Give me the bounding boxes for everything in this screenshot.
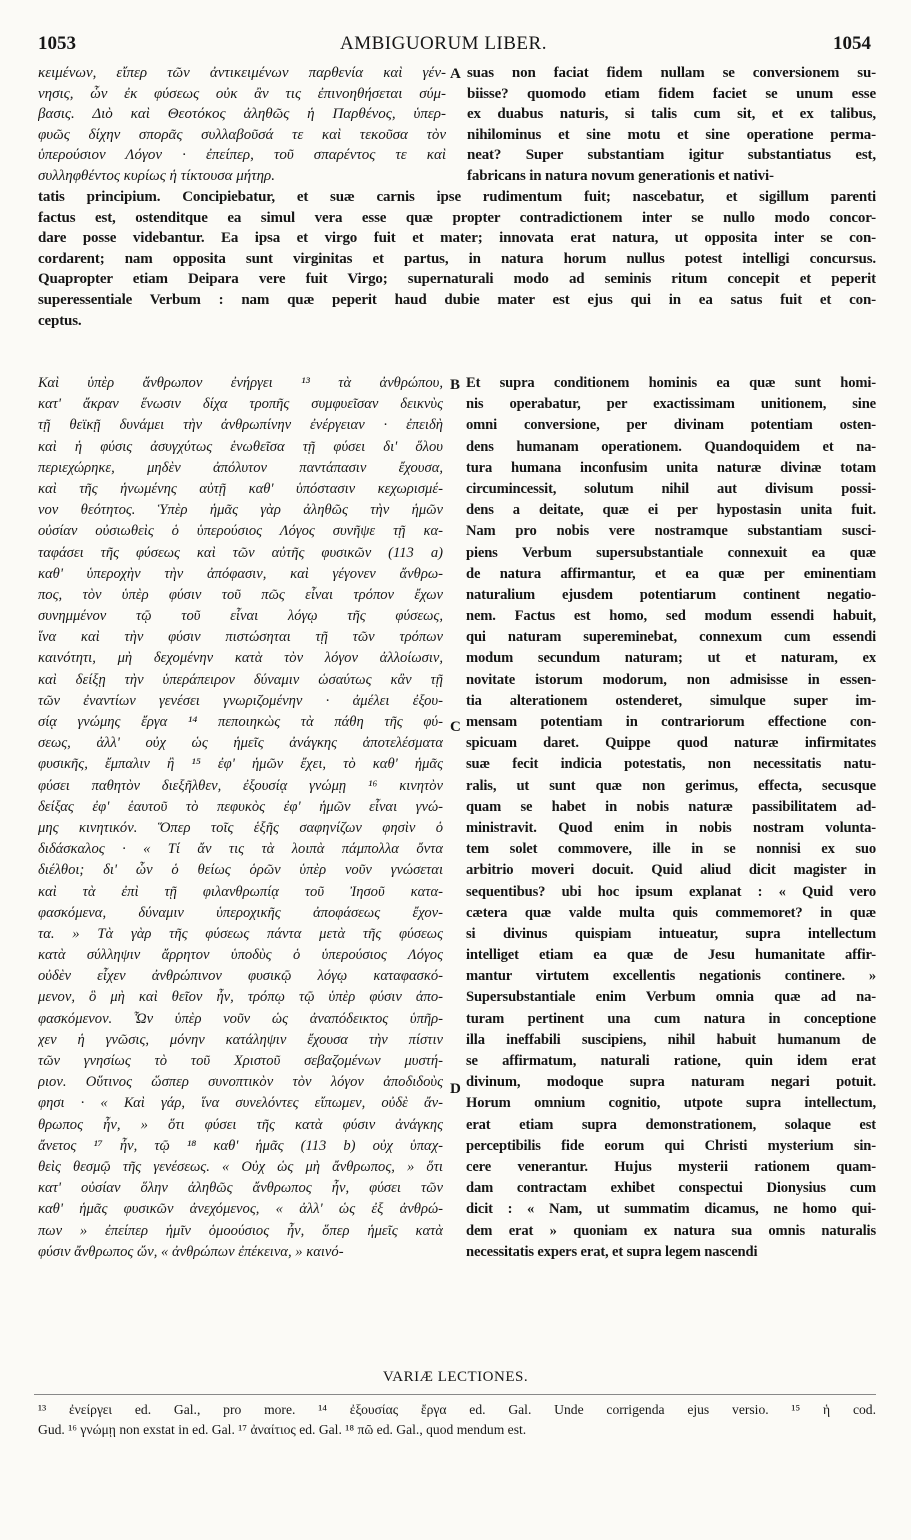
margin-marker-b: B — [450, 377, 461, 393]
text-line: piens Verbum supersubstantiale connexuit ea quæ — [466, 544, 876, 561]
text-line: καθ' ἡμᾶς φυσικῶν ἀνεχόμενος, « ἀλλ' ὡς ἐξ ἀνθρώ- — [38, 1201, 443, 1218]
text-line: τῶν γνησίως τὸ τοῦ Χριστοῦ σεβαζομένων μυστή- — [38, 1053, 443, 1069]
text-line: κατὰ σύλληψιν ἄρρητον ὑποδὺς ὁ ὑπερούσιος Λόγος — [38, 947, 443, 964]
text-line: novitate istorum modorum, non admisisse in essen- — [466, 671, 876, 688]
left-greek-column — [38, 373, 443, 1263]
text-line: κατ' οὐσίαν ὅλην ἀληθῶς ἄνθρωπος ἦν, φύσει τῶν — [38, 1180, 443, 1197]
text-line: φύσιν ἄνθρωπος ὤν, « ἀνθρώπων ἐπέκεινα, » καινό- — [38, 1243, 344, 1260]
text-line: tia alterationem ostenderet, simulque super im- — [466, 692, 876, 709]
text-line: Gud. ¹⁶ γνώμῃ non exstat in ed. Gal. ¹⁷ ἀναίτιος ed. Gal. ¹⁸ πῶ ed. Gal., quod mendum est. — [38, 1422, 527, 1437]
text-line: illa ineffabili suscipiens, nihil habuit humanum de — [466, 1031, 876, 1048]
text-line: καινότητι, μὴ δεχομένην κατὰ τὸν λόγον ἀλλοίωσιν, — [38, 650, 443, 667]
text-line: dare posse videbantur. Ea ipsa et virgo fuit et mater; innovata erat natura, ut opposita inter se con- — [38, 230, 876, 247]
text-line: sequentibus? ubi hoc ipsum explanat : « Quid vero — [466, 883, 876, 900]
text-line: si divinus quispiam intueatur, supra intellectum — [466, 925, 876, 942]
text-line: κατ' ἄκραν ἕνωσιν δίχα τροπῆς συμφυεῖσαν δεικνὺς — [38, 396, 443, 413]
text-line: Et supra conditionem hominis ea quæ sunt homi- — [466, 375, 876, 391]
text-line: cere venerantur. Hujus mysterii rationem quam- — [466, 1158, 876, 1175]
text-line: τῶν ἐναντίων γενέσει γνωριζομένην · ἀμέλει ἐξου- — [38, 692, 443, 709]
text-line: τῇ θεϊκῇ δυνάμει τὴν ἀνθρωπίνην ἐνέργειαν · ἐπειδὴ — [38, 417, 443, 434]
margin-marker-c: C — [450, 719, 461, 735]
text-line: ministravit. Quod enim in nobis nostram volunta- — [466, 819, 876, 836]
text-line: nis operabatur, per exactissimam unitionem, sine — [466, 396, 876, 413]
text-line: superessentiale Verbum : nam quæ peperit haud dubie mater est ejus qui in ea satus fuit et con- — [38, 291, 876, 308]
text-line: quam se habet in nobis naturæ passibilitatem ad- — [466, 798, 876, 815]
text-line: modum secundum naturam; ut et naturam, ex — [466, 650, 876, 667]
text-line: factus est, ostenditque ea simul vera esse quæ propter contradictionem inter se nullo modo concor- — [38, 209, 876, 226]
top-latin-column — [467, 63, 876, 187]
text-line: Quapropter etiam Deipara vere fuit Virgo; supernaturali modo ad seminis ritum concepit et peperit — [38, 271, 876, 288]
text-line: βασις. Διὸ καὶ Θεοτόκος ἀληθῶς ἡ Παρθένος, ὑπερ- — [38, 106, 446, 123]
text-line: μης κινητικόν. Ὅπερ τοῖς ἑξῆς σαφηνίζων φησὶν ὁ — [38, 819, 443, 836]
text-line: φασκόμενα, δύναμιν ὑπεροχικῆς ἀποφάσεως ἔχον- — [38, 904, 443, 921]
text-line: καὶ τῆς ἡνωμένης αὐτῇ καθ' ὑπόστασιν κεχωρισμέ- — [38, 480, 443, 497]
text-line: πος, τὸν ὑπὲρ φύσιν τοῦ πῶς εἶναι τρόπον ἔχων — [38, 586, 443, 603]
variae-lectiones-title: VARIÆ LECTIONES. — [382, 1369, 529, 1385]
text-line: cætera quæ valde multa quis commemoret? in quæ — [466, 904, 876, 921]
text-line: οὐσίαν οὐσιωθεὶς ὁ ὑπερούσιος Λόγος συνῆψε τῇ κα- — [38, 523, 443, 540]
text-line: nem. Factus est homo, sed modum essendi habuit, — [466, 608, 876, 625]
text-line: mantur virtutem excellentis negationis continere. » — [466, 968, 876, 985]
text-line: ταφάσει τῆς φύσεως καὶ τῶν αὐτῆς φυσικῶν (113 a) — [38, 544, 443, 561]
text-line: πων » ἐπείπερ ἡμῖν ὁμοούσιος ἦν, ὅπερ ἡμεῖς κατὰ — [38, 1222, 443, 1239]
text-line: περιεχώρηκε, μηδὲν ἀπόλυτον παντάπασιν ἔχουσα, — [38, 459, 443, 476]
text-line: divinum, modoque supra naturam negari potuit. — [466, 1074, 876, 1091]
text-line: οὐδὲν εἶχεν ἀνθρώπινον φυσικῷ λόγῳ καταφασκό- — [38, 968, 443, 985]
text-line: omni conversione, per divinam potentiam osten- — [466, 417, 876, 434]
text-line: necessitatis expers erat, et supra legem nascendi — [466, 1243, 758, 1260]
text-line: ριον. Οὕτινος ὥσπερ συνοπτικὸν τὸν λόγον ἀποδιδοὺς — [38, 1074, 443, 1091]
text-line: dam contractam exhibet conspectui Dionysius cum — [466, 1180, 876, 1197]
text-line: κειμένων, εἴπερ τῶν ἀντικειμένων παρθενία καὶ γέν- — [38, 65, 446, 81]
text-line: tura humana inconfusim unita naturæ divinæ totam — [466, 459, 876, 476]
text-line: καὶ δείξῃ τὴν ὑπεράπειρον δύναμιν ὡσαύτως κἂν τῇ — [38, 671, 443, 688]
text-line: de natura affirmantur, et ea quæ per eminentiam — [466, 565, 876, 582]
text-line: arbitrio moveri docuit. Quid aliud dicit magister in — [466, 862, 876, 879]
text-line: cordarent; nam opposita sunt virginitas et partus, in natura horum nullus potest intelligi concursus. — [38, 250, 876, 267]
text-line: ἄνετος ¹⁷ ἦν, τῷ ¹⁸ καθ' ἡμᾶς (113 b) οὐχ ὑπαχ- — [38, 1137, 443, 1154]
margin-marker-a: A — [450, 66, 461, 82]
text-line: turam pertinent una cum natura in conceptione — [466, 1010, 876, 1027]
text-line: σεως, ἀλλ' οὐχ ὡς ἡμεῖς ἀνάγκης ἀποτελέσματα — [38, 735, 443, 752]
right-latin-column — [466, 373, 876, 1263]
text-line: θεὶς θεσμῷ τῆς γενέσεως. « Οὐχ ὡς μὴ ἄνθρωπος, » ὅτι — [38, 1158, 443, 1175]
text-line: συλληφθέντος κυρίως ἡ τίκτουσα μήτηρ. — [38, 167, 275, 184]
text-line: ex duabus naturis, si talis cum sit, et ex talibus, — [467, 106, 876, 123]
text-line: nihilominus et sine motu et sine operatione perma- — [467, 126, 876, 143]
text-line: spicuam daret. Quippe quod naturæ infirmitates — [466, 735, 876, 752]
text-line: διδάσκαλος · « Τί ἄν τις τὰ λοιπὰ πάμπολλα ὄντα — [38, 841, 443, 858]
text-line: ἵνα καὶ τὴν φύσιν πιστώσηται τῇ τῶν τρόπων — [38, 629, 443, 646]
text-line: δείξας ἐφ' ἑαυτοῦ τὸ πεφυκὸς ἐφ' ἡμῶν εἶναι γνώ- — [38, 798, 443, 815]
text-line: νησις, ὧν ἐκ φύσεως οὐκ ἂν τις ἐπινοηθήσεται σύμ- — [38, 85, 446, 102]
text-line: dens humanam operationem. Quandoquidem et na- — [466, 438, 876, 455]
text-line: σίᾳ γνώμης ἔργα ¹⁴ πεποιηκὼς τὰ πάθη τῆς φύ- — [38, 714, 443, 730]
page-number-left: 1053 — [38, 33, 76, 54]
text-line: qui naturam supereminebat, connexum cum essendi — [466, 629, 876, 646]
text-line: fabricans in natura novum generationis et nativi- — [467, 167, 774, 184]
full-latin-paragraph — [38, 187, 876, 331]
page-number-right: 1054 — [833, 33, 871, 54]
text-line: tatis principium. Concipiebatur, et suæ carnis ipse rudimentum fuit; nascebatur, et sigillum parenti — [38, 189, 876, 205]
text-line: φυῶς δίχην σπορᾶς συλλαβοῦσά τε καὶ τεκοῦσα τὸν — [38, 126, 446, 143]
text-line: ceptus. — [38, 312, 82, 329]
margin-marker-d: D — [450, 1081, 461, 1097]
text-line: καθ' ὑπεροχὴν τὴν ἀπόφασιν, καὶ γέγονεν ἄνθρω- — [38, 565, 443, 582]
text-line: se affirmatum, naturali ratione, quin idem erat — [466, 1053, 876, 1069]
text-line: νον θεότητος. Ὑπὲρ ἡμᾶς γὰρ ἀληθῶς τὴν ἡμῶν — [38, 502, 443, 519]
top-greek-column — [38, 63, 446, 187]
text-line: φύσει παθητὸν διεξῆλθεν, ἐξουσίᾳ γνώμῃ ¹⁶ κινητὸν — [38, 777, 443, 794]
text-line: Horum omnium cognitio, utpote supra intellectum, — [466, 1095, 876, 1112]
text-line: dicit : « Nam, ut summatim dicamus, ne homo qui- — [466, 1201, 876, 1218]
text-line: καὶ ἡ φύσις ἀσυγχύτως ἑνωθεῖσα τῇ φύσει δι' ὅλου — [38, 438, 443, 455]
text-line: erat etiam supra demonstrationem, solaque est — [466, 1116, 876, 1133]
footnote-divider — [34, 1394, 876, 1395]
text-line: θρωπος ἦν, » ὅτι φύσει τῆς κατὰ φύσιν ἀνάγκης — [38, 1116, 443, 1133]
text-line: φησι · « Καὶ γάρ, ἵνα συνελόντες εἴπωμεν, οὐδὲ ἄν- — [38, 1095, 443, 1112]
text-line: mensam potentiam in contrariorum effectione con- — [466, 714, 876, 730]
text-line: ralis, ut sunt quæ non gerimus, effecta, secusque — [466, 777, 876, 794]
text-line: suæ fecit indicia potestatis, non necessitatis natu- — [466, 756, 876, 773]
text-line: biisse? quomodo etiam fidem faciet se unum esse — [467, 85, 876, 102]
text-line: intelliget etiam ea quæ de Jesu humanitate affir- — [466, 947, 876, 964]
text-line: μενον, ὃ μὴ καὶ θεῖον ἦν, τρόπῳ τῷ ὑπὲρ φύσιν ἀπο- — [38, 989, 443, 1006]
text-line: φυσικῆς, ἔμπαλιν ἢ ¹⁵ ἐφ' ἡμῶν ἔχει, τὸ καθ' ἡμᾶς — [38, 756, 443, 773]
text-line: circumincessit, solutum nihil aut divisum possi- — [466, 480, 876, 497]
text-line: neat? Super substantiam igitur substantiatus est, — [467, 147, 876, 164]
running-title: AMBIGUORUM LIBER. — [340, 33, 547, 54]
text-line: Nam pro nobis vere nostramque substantiam susci- — [466, 523, 876, 540]
text-line: dens a deitate, quæ ei per hypostasin unita fuit. — [466, 502, 876, 519]
text-line: dem erat » quoniam ex natura sua omnis naturalis — [466, 1222, 876, 1239]
text-line: naturalium ejusdem potentiarum continent negatio- — [466, 586, 876, 603]
text-line: Καὶ ὑπὲρ ἄνθρωπον ἐνήργει ¹³ τὰ ἀνθρώπου, — [38, 375, 443, 391]
text-line: perceptibilis fide eorum qui Christi mysterium sin- — [466, 1137, 876, 1154]
text-line: τα. » Τὰ γὰρ τῆς φύσεως πάντα μετὰ τῆς φύσεως — [38, 925, 443, 942]
variae-lectiones-notes — [38, 1400, 876, 1440]
text-line: ὑπερούσιον Λόγον · ἐπείπερ, τοῦ σπαρέντος τε καὶ — [38, 147, 446, 164]
text-line: συνημμένον τῷ τοῦ εἶναι λόγῳ τῆς φύσεως, — [38, 608, 443, 625]
text-line: suas non faciat fidem nullam se conversionem su- — [467, 65, 876, 81]
text-line: διέλθοι; δι' ὧν ὁ θείως ὁρῶν ὑπὲρ νοῦν γνώσεται — [38, 862, 443, 879]
text-line: χεν ἡ γνῶσις, μόνην κατάληψιν ἔχουσα τὴν πίστιν — [38, 1031, 443, 1048]
text-line: ¹³ ἐνείργει ed. Gal., pro more. ¹⁴ ἐξουσίας ἔργα ed. Gal. Unde corrigenda ejus versio. ¹⁵ ἡ cod. — [38, 1402, 876, 1417]
text-line: Supersubstantiale enim Verbum omnia quæ ad na- — [466, 989, 876, 1006]
text-line: καὶ τὰ ἐπὶ τῇ φιλανθρωπίᾳ τοῦ Ἰησοῦ κατα- — [38, 883, 443, 900]
text-line: tem solet commovere, ille in se nonnisi ex suo — [466, 841, 876, 858]
text-line: φασκόμενον. Ὧν ὑπὲρ νοῦν ὡς ἀναπόδεικτος ὑπῆρ- — [38, 1010, 443, 1027]
